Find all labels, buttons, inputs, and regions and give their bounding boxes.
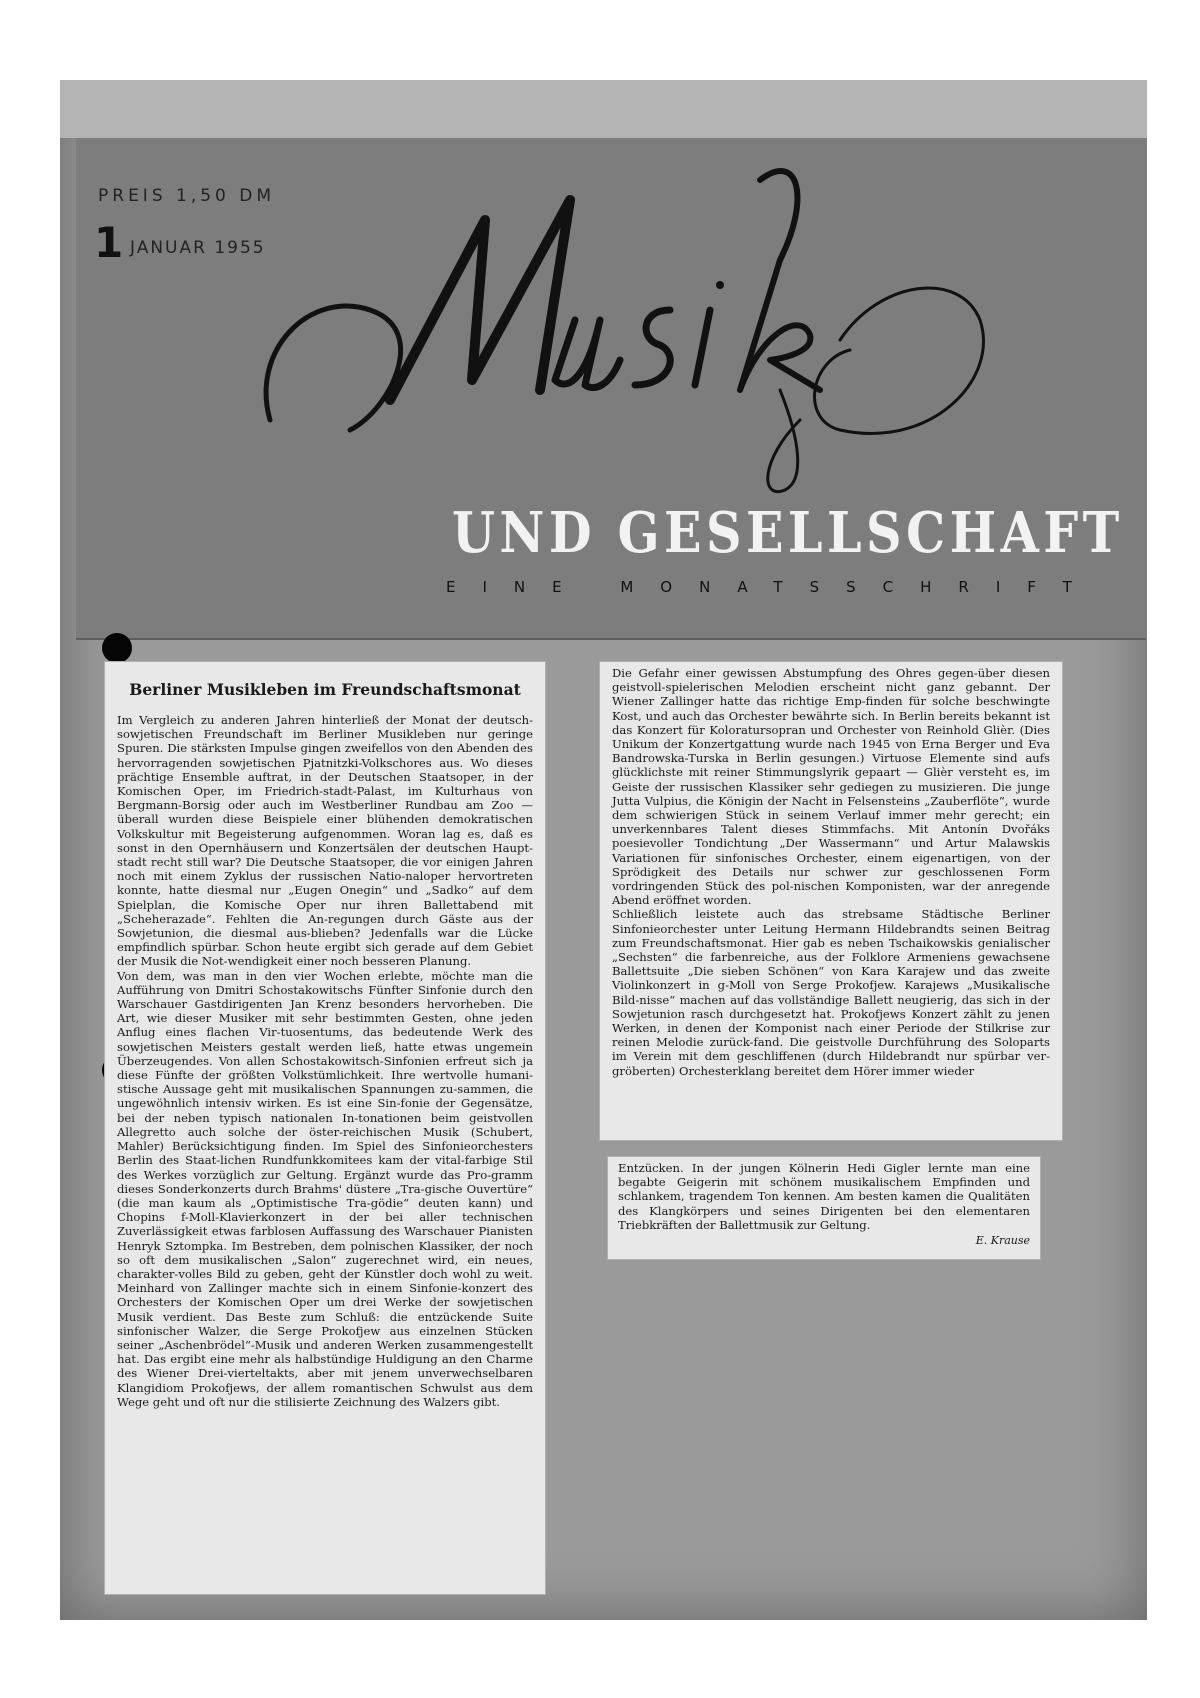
musik-script-logo bbox=[240, 160, 1040, 500]
article-title: Berliner Musikleben im Freundschaftsmonat bbox=[129, 680, 521, 699]
article-clipping-continuation bbox=[608, 1157, 1040, 1259]
article-clipping-left bbox=[105, 662, 545, 1594]
article-continuation: Entzücken. In der jungen Kölnerin Hedi Gigler lernte man eine begabte Geigerin mit schönem musikalischem Empfinden und schlankem, tragendem Ton kennen. Am besten kamen die Qualitäten des Klangkörpers und seines Dirigenten bei den elementaren Triebkräften der Ballettmusik zur Geltung. bbox=[618, 1161, 1030, 1232]
cover-top-strip bbox=[60, 80, 1147, 138]
author-signature: E. Krause bbox=[975, 1234, 1030, 1248]
issue-date: JANUAR 1955 bbox=[130, 238, 266, 258]
masthead-tagline: EINE MONATSSCHRIFT bbox=[446, 578, 1099, 596]
masthead-title: UND GESELLSCHAFT bbox=[452, 500, 1124, 566]
article-right-column: Die Gefahr einer gewissen Abstumpfung des Ohres gegen-über diesen geistvoll-spielerischen Melodien erscheint nicht ganz gebannt. Der Wiener Zallinger hatte das richtige Emp-finden für solche beschwingte Kost, und auch das Orchester bewährte sich. In Berlin bereits bekannt ist das Konzert für Koloratursopran und Orchester von Reinhold Glièr. (Dies Unikum der Konzertgattung wurde nach 1945 von Erna Berger und Eva Bandrowska-Turska in Berlin gesungen.) Virtuose Elemente sind aufs glücklichste mit reiner Stimmungslyrik gepaart — Glièr versteht es, im Geiste der russischen Klassiker sehr gediegen zu musizieren. Die junge Jutta Vulpius, die Königin der Nacht in Felsensteins „Zauberflöte“, wurde dem schwierigen Stück in seinem Verlauf immer mehr gerecht; ein unverkennbares Talent dieses Stimmfachs. Mit Antonín Dvořáks poesievoller Tondichtung „Der Wassermann“ und Artur Malawskis Variationen für sinfonisches Orchester, einem eigenartigen, von der Sprödigkeit des Details nur schwer zur geschlossenen Form vordringenden Stück des pol-nischen Komponisten, war der anregende Abend eröffnet worden. Schließlich leistete auch das strebsame Städtische Berliner Sinfonieorchester unter Leitung Hermann Hildebrandts seinen Beitrag zum Freundschaftsmonat. Hier gab es neben Tschaikowskis genialischer „Sechsten“ die farbenreiche, aus der Folklore Armeniens gewachsene Ballettsuite „Die sieben Schönen“ von Kara Karajew und das zweite Violinkonzert in g-Moll von Serge Prokofjew. Karajews „Musikalische Bild-nisse“ machen auf das vollständige Ballett neugierig, das sich in der Sowjetunion rasch durchgesetzt hat. Prokofjews Konzert zählt zu jenen Werken, in denen der Komponist nach einer Periode der Stilkrise zur reinen Melodie zurück-fand. Die geistvolle Durchführung des Soloparts im Verein mit dem geschliffenen (durch Hildebrandt nur spürbar ver-gröberten) Orchesterklang bereitet dem Hörer immer wieder bbox=[612, 666, 1050, 1078]
article-left-column: Im Vergleich zu anderen Jahren hinterließ der Monat der deutsch-sowjetischen Freundschaft im Berliner Musikleben nur geringe Spuren. Die stärksten Impulse gingen zweifellos von den Abenden des hervorragenden sowjetischen Pjatnitzki-Volkschores aus. Wo dieses prächtige Ensemble auftrat, in der Deutschen Staatsoper, in der Komischen Oper, im Friedrich-stadt-Palast, im Kulturhaus von Bergmann-Borsig oder auch im Westberliner Rundbau am Zoo — überall wurden diese Beispiele einer blühenden demokratischen Volkskultur mit Begeisterung aufgenommen. Woran lag es, daß es sonst in den Opernhäusern und Konzertsälen der deutschen Haupt-stadt recht still war? Die Deutsche Staatsoper, die vor einigen Jahren noch mit einem Zyklus der russischen Natio-naloper hervortreten konnte, hatte diesmal nur „Eugen Onegin“ und „Sadko“ auf dem Spielplan, die Komische Oper nur ihren Ballettabend mit „Scheherazade“. Fehlten die An-regungen durch Gäste aus der Sowjetunion, die diesmal aus-blieben? Jedenfalls war die Lücke empfindlich spürbar. Schon heute ergibt sich gerade auf dem Gebiet der Musik die Not-wendigkeit einer noch besseren Planung. Von dem, was man in den vier Wochen erlebte, möchte man die Aufführung von Dmitri Schostakowitschs Fünfter Sinfonie durch den Warschauer Gastdirigenten Jan Krenz besonders hervorheben. Die Art, wie dieser Musiker mit sehr bestimmten Gesten, ohne jeden Anflug eines flachen Vir-tuosentums, das bedeutende Werk des sowjetischen Meisters gestalt werden ließ, hatte etwas ungemein Überzeugendes. Von allen Schostakowitsch-Sinfonien erfreut sich ja diese Fünfte der größten Volkstümlichkeit. Ihre wertvolle humani-stische Aussage geht mit musikalischen Spannungen zu-sammen, die ungewöhnlich intensiv wirken. Es ist eine Sin-fonie der Gegensätze, bei der neben typisch nationalen In-tonationen beim geistvollen Allegretto auch solche der öster-reichischen Musik (Schubert, Mahler) Berücksichtigung finden. Im Spiel des Sinfonieorchesters Berlin des Staat-lichen Rundfunkkomitees kam der vital-farbige Stil des Werkes vorzüglich zur Geltung. Ergänzt wurde das Pro-gramm dieses Sonderkonzerts durch Brahms' düstere „Tra-gische Ouvertüre“ (die man kaum als „Optimistische Tra-gödie“ deuten kann) und Chopins f-Moll-Klavierkonzert in der bei aller technischen Zuverlässigkeit etwas farblosen Auffassung des Warschauer Pianisten Henryk Sztompka. Im Bestreben, dem polnischen Klassiker, der noch so oft dem musikalischen „Salon“ zugerechnet wird, ein neues, charakter-volles Bild zu geben, geht der Künstler doch wohl zu weit. Meinhard von Zallinger machte sich in einem Sinfonie-konzert des Orchesters der Komischen Oper um drei Werke der sowjetischen Musik verdient. Das Beste zum Schluß: die entzückende Suite sinfonischer Walzer, die Serge Prokofjew aus einzelnen Stücken seiner „Aschenbrödel“-Musik und anderen Werken zusammengestellt hat. Das ergibt eine mehr als halbstündige Huldigung an den Charme des Wiener Drei-vierteltakts, aber mit jenem unverwechselbaren Klangidiom Prokofjews, der allem romantischen Schwulst aus dem Wege geht und oft nur die stilisierte Zeichnung des Walzers gibt. bbox=[117, 713, 533, 1409]
issue-number: 1 bbox=[94, 218, 124, 267]
punch-hole-top bbox=[102, 633, 132, 663]
price-label: PREIS 1,50 DM bbox=[98, 186, 276, 206]
article-clipping-right bbox=[600, 662, 1062, 1140]
